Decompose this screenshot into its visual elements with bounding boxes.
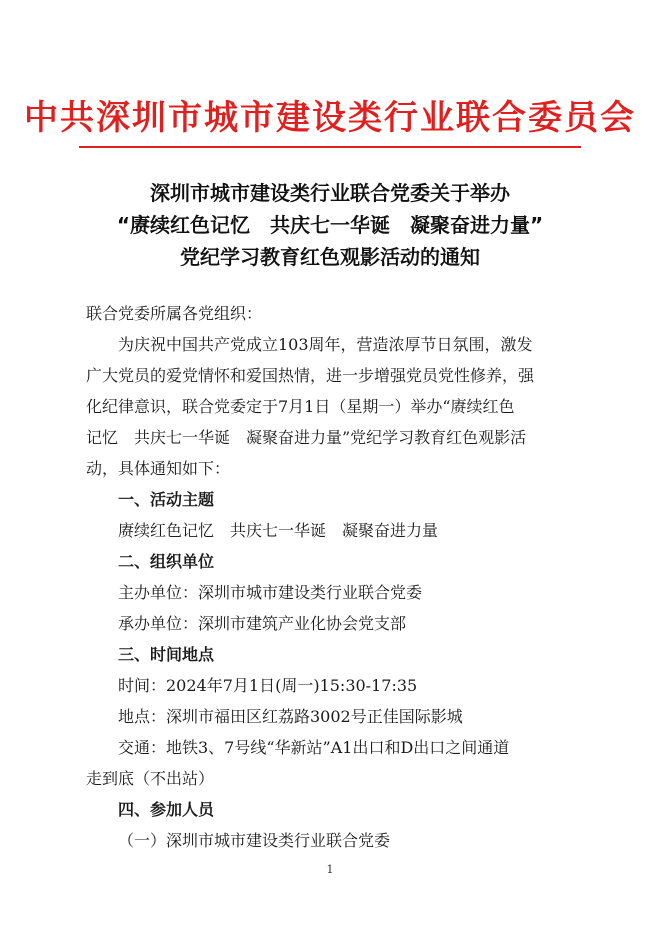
- transport-line-2: 走到底（不出站）: [86, 769, 215, 788]
- title-line-2: “赓续红色记忆 共庆七一华诞 凝聚奋进力量”: [116, 213, 544, 237]
- title-line-1: 深圳市城市建设类行业联合党委关于举办: [150, 181, 510, 205]
- transport-line-1: 交通：地铁3、7号线“华新站”A1出口和D出口之间通道: [118, 738, 510, 757]
- masthead: 中共深圳市城市建设类行业联合委员会: [24, 98, 636, 138]
- section-heading-participants: 四、参加人员: [118, 800, 215, 819]
- section-heading-time-place: 三、时间地点: [118, 645, 215, 664]
- intro-line-2: 广大党员的爱党情怀和爱国热情，进一步增强党员党性修养，强: [86, 366, 535, 385]
- activity-theme: 赓续红色记忆 共庆七一华诞 凝聚奋进力量: [118, 521, 439, 540]
- document-title: [0, 177, 660, 273]
- intro-line-3: 化纪律意识，联合党委定于7月1日（星期一）举办“赓续红色: [86, 397, 515, 416]
- document-body: [86, 298, 586, 856]
- masthead-divider: [79, 146, 581, 148]
- section-heading-organizers: 二、组织单位: [118, 552, 215, 571]
- intro-line-4: 记忆 共庆七一华诞 凝聚奋进力量”党纪学习教育红色观影活: [86, 428, 527, 447]
- intro-line-5: 动，具体通知如下：: [86, 459, 231, 478]
- intro-line-1: 为庆祝中国共产党成立103周年，营造浓厚节日氛围，激发: [118, 335, 533, 354]
- host-unit: 主办单位：深圳市城市建设类行业联合党委: [118, 583, 423, 602]
- participant-item-1: （一）深圳市城市建设类行业联合党委: [118, 831, 391, 850]
- salutation: 联合党委所属各党组织：: [86, 304, 263, 323]
- organizer-unit: 承办单位：深圳市建筑产业化协会党支部: [118, 614, 407, 633]
- page-number: 1: [326, 863, 334, 876]
- section-heading-theme: 一、活动主题: [118, 490, 215, 509]
- title-line-3: 党纪学习教育红色观影活动的通知: [180, 245, 480, 269]
- event-time: 时间：2024年7月1日(周一)15:30-17:35: [118, 676, 418, 695]
- event-place: 地点：深圳市福田区红荔路3002号正佳国际影城: [118, 707, 463, 726]
